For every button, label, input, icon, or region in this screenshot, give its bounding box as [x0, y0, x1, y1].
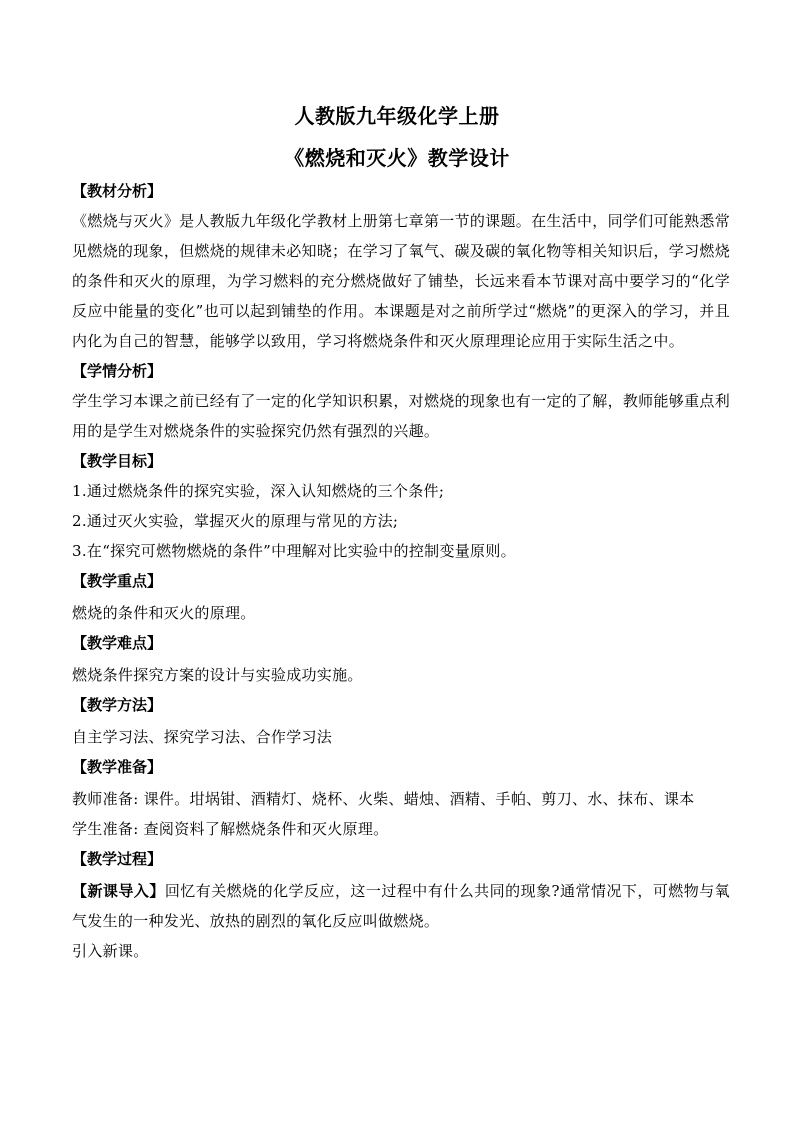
section-heading-key-points: 【教学重点】: [72, 572, 163, 590]
document-subtitle: 《燃烧和灭火》教学设计: [284, 146, 510, 170]
objective-item: 2.通过灭火实验，掌握灭火的原理与常见的方法;: [72, 512, 399, 530]
section-body-methods: 自主学习法、探究学习法、合作学习法: [72, 728, 333, 746]
process-intro-label: 【新课导入】: [72, 882, 165, 900]
section-heading-student-analysis: 【学情分析】: [72, 362, 163, 380]
section-heading-material-analysis: 【教材分析】: [72, 182, 163, 200]
objective-item: 3.在“探究可燃物燃烧的条件”中理解对比实验中的控制变量原则。: [72, 542, 516, 560]
objective-item: 1.通过燃烧条件的探究实验，深入认知燃烧的三个条件;: [72, 482, 445, 500]
section-body-student-analysis: 学生学习本课之前已经有了一定的化学知识积累，对燃烧的现象也有一定的了解，教师能够重点利用的是学生对燃烧条件的实验探究仍然有强烈的兴趣。: [72, 392, 730, 440]
section-heading-process: 【教学过程】: [72, 850, 163, 868]
section-body-difficulties: 燃烧条件探究方案的设计与实验成功实施。: [72, 666, 363, 684]
preparation-student: 学生准备: 查阅资料了解燃烧条件和灭火原理。: [72, 820, 389, 838]
section-heading-methods: 【教学方法】: [72, 696, 163, 714]
process-intro-paragraph: [72, 876, 730, 936]
process-closing: 引入新课。: [72, 942, 149, 960]
section-body-material-analysis: 《燃烧与灭火》是人教版九年级化学教材上册第七章第一节的课题。在生活中，同学们可能熟悉常见燃烧的现象，但燃烧的规律未必知晓；在学习了氧气、碳及碳的氧化物等相关知识后，学习燃烧的条件和灭火的原理，为学习燃料的充分燃烧做好了铺垫，长远来看本节课对高中要学习的“化学反应中能量的变化”也可以起到铺垫的作用。本课题是对之前所学过“燃烧”的更深入的学习，并且内化为自己的智慧，能够学以致用，学习将燃烧条件和灭火原理理论应用于实际生活之中。: [72, 212, 730, 350]
section-heading-preparation: 【教学准备】: [72, 758, 163, 776]
document-body: [72, 176, 730, 966]
preparation-teacher: 教师准备: 课件。坩埚钳、酒精灯、烧杯、火柴、蜡烛、酒精、手帕、剪刀、水、抹布、课本: [72, 790, 695, 808]
document-title: 人教版九年级化学上册: [294, 104, 500, 128]
process-intro-body: 回忆有关燃烧的化学反应，这一过程中有什么共同的现象?通常情况下，可燃物与氧气发生的一种发光、放热的剧烈的氧化反应叫做燃烧。: [72, 882, 730, 930]
section-body-key-points: 燃烧的条件和灭火的原理。: [72, 604, 256, 622]
section-heading-difficulties: 【教学难点】: [72, 634, 163, 652]
section-heading-objectives: 【教学目标】: [72, 452, 163, 470]
